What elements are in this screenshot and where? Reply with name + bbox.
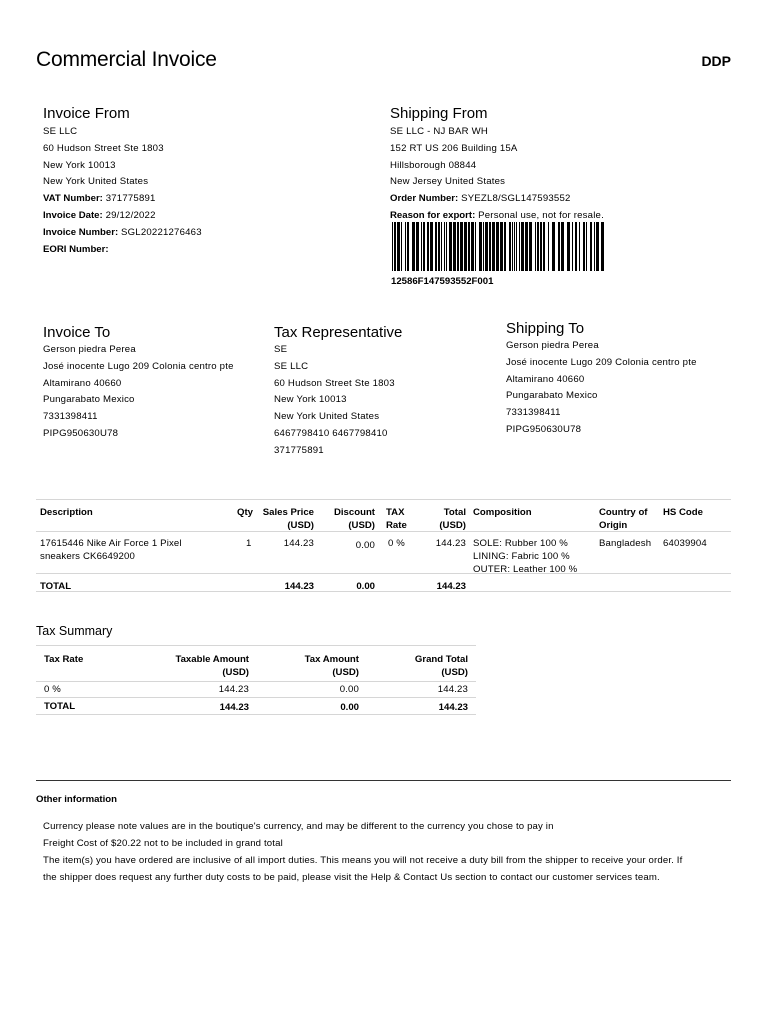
other-info-heading: Other information: [36, 794, 118, 805]
table-divider: [36, 697, 476, 698]
barcode-bar: [471, 222, 474, 271]
item-qty: 1: [246, 538, 252, 549]
barcode-bar: [572, 222, 573, 271]
barcode-bar: [421, 222, 422, 271]
invoice-to-line: José inocente Lugo 209 Colonia centro pte: [43, 360, 234, 372]
shipping-to-heading: Shipping To: [506, 320, 585, 337]
invoice-to-block: [43, 324, 234, 443]
barcode-bar: [535, 222, 536, 271]
col-composition-header: Composition: [473, 507, 532, 518]
order-number-field: [390, 191, 604, 208]
barcode-bar: [586, 222, 587, 271]
tax-rep-line: New York 10013: [274, 394, 347, 406]
item-tax-rate: 0 %: [388, 538, 405, 549]
items-total-label: TOTAL: [40, 581, 72, 592]
shipping-to-line: Altamirano 40660: [506, 373, 585, 385]
invoice-from-block: [43, 105, 202, 258]
summary-total-grand: 144.23: [438, 702, 468, 713]
barcode-bar: [543, 222, 545, 271]
shipping-to-line: 7331398411: [506, 407, 561, 419]
col-discount-header: [322, 507, 375, 532]
composition-line: SOLE: Rubber 100 %: [473, 538, 568, 549]
header-line: Country of: [599, 507, 648, 518]
header-line: Rate: [386, 519, 407, 531]
barcode-bar: [537, 222, 539, 271]
summary-total-tax: 0.00: [340, 702, 359, 713]
barcode-bar: [583, 222, 585, 271]
barcode-bar: [525, 222, 528, 271]
incoterm-label: DDP: [701, 53, 731, 69]
items-total-sales-price: 144.23: [284, 581, 314, 592]
barcode-bar: [427, 222, 429, 271]
barcode-bar: [446, 222, 447, 271]
barcode-bar: [548, 222, 549, 271]
barcode-bar: [519, 222, 520, 271]
header-line: Grand Total: [414, 654, 468, 665]
table-divider: [36, 714, 476, 715]
shipping-to-line: PIPG950630U78: [506, 423, 582, 435]
composition-line: OUTER: Leather 100 %: [473, 564, 578, 575]
invoice-date-label: Invoice Date:: [43, 209, 103, 221]
header-line: Total: [443, 507, 466, 518]
header-line: (USD): [222, 666, 249, 678]
barcode-bar: [552, 222, 555, 271]
item-hs-code: 64039904: [663, 538, 707, 549]
item-description: [40, 537, 182, 563]
description-line: sneakers CK6649200: [40, 551, 135, 562]
table-divider: [36, 591, 731, 592]
table-divider: [36, 499, 731, 500]
header-line: (USD): [348, 519, 375, 531]
barcode-bar: [464, 222, 467, 271]
table-divider: [36, 645, 476, 646]
invoice-from-heading: Invoice From: [43, 105, 130, 122]
barcode-bar: [492, 222, 495, 271]
shipping-from-line: New Jersey United States: [390, 176, 506, 188]
barcode-bar: [485, 222, 488, 271]
barcode-bar: [401, 222, 402, 271]
barcode-bar: [521, 222, 524, 271]
summary-taxable-amount: 144.23: [218, 684, 249, 695]
barcode-bar: [397, 222, 400, 271]
items-total-amount: 144.23: [436, 581, 466, 592]
barcode-bar: [575, 222, 577, 271]
invoice-from-line: 60 Hudson Street Ste 1803: [43, 142, 164, 154]
tax-rep-line: SE: [274, 344, 288, 355]
barcode-bar: [567, 222, 570, 271]
barcode-bar: [444, 222, 445, 271]
barcode-bar: [441, 222, 442, 271]
summary-grand-total: 144.23: [437, 684, 468, 695]
barcode-bar: [412, 222, 415, 271]
tax-rep-line: 60 Hudson Street Ste 1803: [274, 377, 395, 389]
eori-number-field: [43, 242, 202, 259]
barcode-bar: [590, 222, 592, 271]
invoice-to-line: Altamirano 40660: [43, 377, 122, 389]
barcode-image: [392, 222, 604, 271]
col-qty-header: Qty: [237, 507, 253, 518]
vat-number-label: VAT Number:: [43, 193, 103, 205]
tax-rep-line: New York United States: [274, 411, 380, 423]
col-country-header: [599, 507, 648, 532]
col-description-header: Description: [40, 507, 93, 518]
barcode-bar: [460, 222, 463, 271]
shipping-from-line: 152 RT US 206 Building 15A: [390, 142, 518, 154]
composition-line: LINING: Fabric 100 %: [473, 551, 570, 562]
invoice-to-line: 7331398411: [43, 411, 98, 423]
header-line: Tax Amount: [304, 654, 359, 665]
barcode-bar: [416, 222, 419, 271]
tax-representative-block: [274, 324, 402, 460]
reason-export-value: Personal use, not for resale.: [475, 209, 604, 221]
reason-export-label: Reason for export:: [390, 209, 476, 221]
barcode-bar: [479, 222, 482, 271]
barcode-bar: [540, 222, 542, 271]
item-sales-price: 144.23: [283, 538, 314, 549]
invoice-from-line: New York 10013: [43, 159, 116, 171]
col-sales-price-header: [254, 507, 314, 532]
tax-amount-header: [270, 654, 359, 679]
header-line: (USD): [287, 519, 314, 531]
barcode-bar: [407, 222, 409, 271]
shipping-from-line: Hillsborough 08844: [390, 159, 477, 171]
taxable-amount-header: [150, 654, 249, 679]
tax-summary-heading: Tax Summary: [36, 624, 113, 638]
summary-total-taxable: 144.23: [219, 702, 249, 713]
barcode-bar: [392, 222, 393, 271]
shipping-from-block: [390, 105, 604, 225]
item-country: Bangladesh: [599, 538, 652, 549]
barcode-bar: [468, 222, 470, 271]
vat-number-field: [43, 191, 202, 208]
shipping-to-line: Gerson piedra Perea: [506, 340, 599, 351]
item-composition: [473, 537, 577, 576]
header-line: (USD): [441, 666, 468, 678]
col-tax-rate-header: [386, 507, 407, 532]
invoice-date-field: [43, 208, 202, 225]
header-line: Discount: [333, 507, 375, 518]
barcode-bar: [438, 222, 440, 271]
info-paragraph: The item(s) you have ordered are inclusive of all import duties. This means you will not receive a duty bill from the shipper to receive your order. If: [43, 855, 683, 866]
summary-total-label: TOTAL: [44, 701, 76, 712]
item-discount: 0.00: [355, 540, 375, 551]
section-divider: [36, 780, 731, 781]
vat-number-value: 371775891: [102, 193, 156, 205]
invoice-number-field: [43, 225, 202, 242]
barcode-bar: [509, 222, 511, 271]
invoice-number-value: SGL20221276463: [118, 226, 202, 238]
header-line: Taxable Amount: [175, 654, 249, 665]
barcode-bar: [394, 222, 396, 271]
col-total-header: [420, 507, 466, 532]
barcode-bar: [579, 222, 580, 271]
summary-tax-rate: 0 %: [44, 684, 61, 695]
barcode-bar: [561, 222, 564, 271]
invoice-to-line: Pungarabato Mexico: [43, 394, 135, 406]
invoice-to-line: Gerson piedra Perea: [43, 344, 136, 355]
barcode-bar: [529, 222, 532, 271]
header-line: Sales Price: [262, 507, 314, 518]
barcode-bar: [601, 222, 604, 271]
invoice-to-line: PIPG950630U78: [43, 427, 119, 439]
barcode-number: 12586F147593552F001: [391, 276, 494, 287]
tax-rep-line: SE LLC: [274, 360, 309, 372]
barcode-bar: [512, 222, 513, 271]
item-total: 144.23: [435, 538, 466, 549]
barcode-bar: [405, 222, 406, 271]
items-total-discount: 0.00: [356, 581, 375, 592]
barcode-bar: [596, 222, 599, 271]
order-number-value: SYEZL8/SGL147593552: [458, 193, 571, 205]
barcode-bar: [558, 222, 560, 271]
order-number-label: Order Number:: [390, 193, 459, 205]
barcode-bar: [457, 222, 459, 271]
invoice-from-line: New York United States: [43, 176, 149, 188]
barcode-bar: [483, 222, 484, 271]
info-paragraph: the shipper does request any further duty costs to be paid, please visit the Help & Contact Us section to contact our customer services team.: [43, 872, 660, 883]
barcode-bar: [514, 222, 515, 271]
shipping-to-block: [506, 320, 697, 439]
barcode-bar: [516, 222, 517, 271]
table-divider: [36, 573, 731, 574]
header-line: (USD): [332, 666, 359, 678]
barcode-bar: [423, 222, 425, 271]
info-paragraph: Currency please note values are in the boutique's currency, and may be different to the currency you chose to pay in: [43, 821, 554, 832]
table-divider: [36, 681, 476, 682]
invoice-number-label: Invoice Number:: [43, 226, 119, 238]
barcode-bar: [435, 222, 437, 271]
eori-number-label: EORI Number:: [43, 243, 109, 255]
page-title: Commercial Invoice: [36, 48, 217, 71]
barcode-bar: [500, 222, 503, 271]
other-info-text: [43, 818, 733, 886]
description-line: 17615446 Nike Air Force 1 Pixel: [40, 538, 182, 549]
summary-tax-amount: 0.00: [339, 684, 359, 695]
grand-total-header: [380, 654, 468, 679]
barcode-bar: [475, 222, 476, 271]
barcode-bar: [430, 222, 433, 271]
barcode-bar: [504, 222, 506, 271]
barcode-bar: [496, 222, 499, 271]
barcode-bar: [449, 222, 452, 271]
invoice-from-line: SE LLC: [43, 126, 78, 137]
table-divider: [36, 531, 731, 532]
tax-rep-line: 371775891: [274, 444, 324, 456]
tax-representative-heading: Tax Representative: [274, 324, 403, 341]
invoice-to-heading: Invoice To: [43, 324, 111, 341]
shipping-to-line: José inocente Lugo 209 Colonia centro pte: [506, 356, 697, 368]
header-line: TAX: [386, 507, 405, 518]
col-hs-code-header: HS Code: [663, 507, 703, 518]
header-line: Origin: [599, 519, 628, 531]
barcode-bar: [453, 222, 456, 271]
invoice-date-value: 29/12/2022: [102, 209, 156, 221]
shipping-from-heading: Shipping From: [390, 105, 488, 122]
shipping-to-line: Pungarabato Mexico: [506, 390, 598, 402]
tax-rep-line: 6467798410 6467798410: [274, 427, 388, 439]
barcode-bar: [594, 222, 595, 271]
barcode-bar: [489, 222, 491, 271]
header-line: (USD): [439, 519, 466, 531]
shipping-from-line: SE LLC - NJ BAR WH: [390, 126, 488, 137]
tax-rate-header: Tax Rate: [44, 654, 84, 665]
info-paragraph: Freight Cost of $20.22 not to be included in grand total: [43, 838, 283, 849]
